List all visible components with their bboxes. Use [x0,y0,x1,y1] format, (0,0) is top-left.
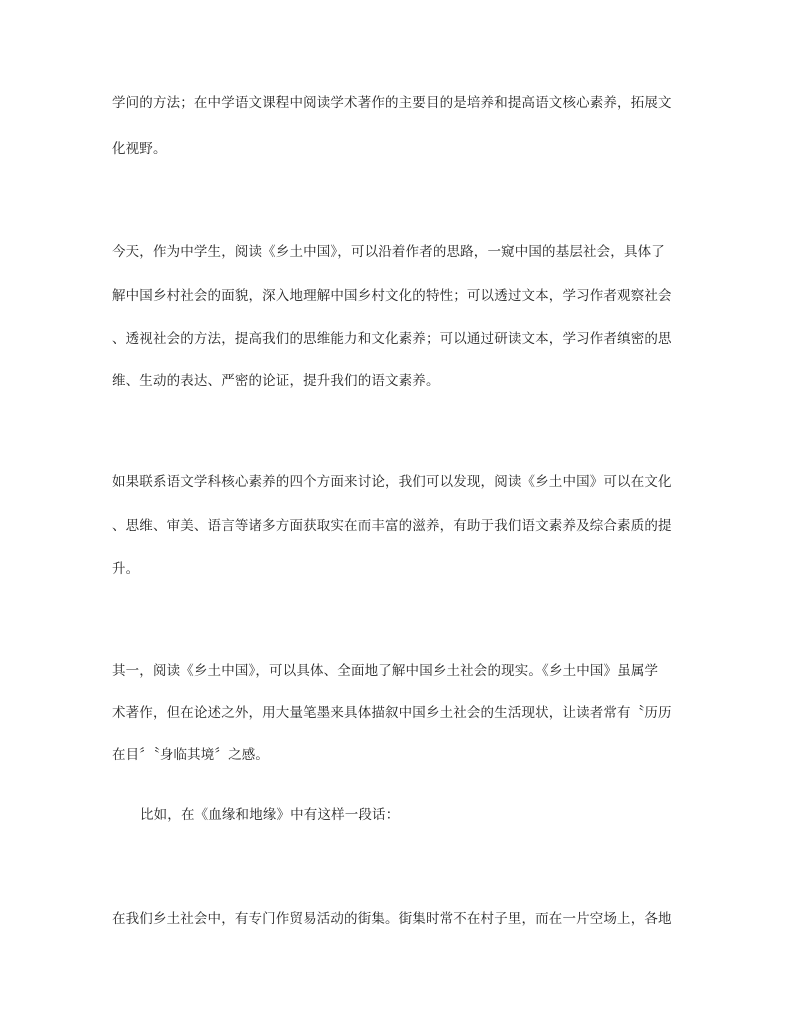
text-line: 化视野。 [112,141,167,157]
text-line: 今天，作为中学生，阅读《乡土中国》，可以沿着作者的思路，一窥中国的基层社会，具体了 [112,244,665,260]
text-line: 、思维、审美、语言等诸多方面获取实在而丰富的滋养，有助于我们语文素养及综合素质的提 [112,518,672,534]
text-line: 维、生动的表达、严密的论证，提升我们的语文素养。 [112,373,440,389]
text-line: 术著作，但在论述之外，用大量笔墨来具体描叙中国乡土社会的生活现状，让读者常有〝历历 [112,705,672,721]
text-line: 、透视社会的方法，提高我们的思维能力和文化素养；可以通过研读文本，学习作者缜密的思 [112,331,672,347]
text-line: 学问的方法；在中学语文课程中阅读学术著作的主要目的是培养和提高语文核心素养，拓展文 [112,95,672,111]
text-line: 升。 [112,561,140,577]
text-line: 在我们乡土社会中，有专门作贸易活动的街集。街集时常不在村子里，而在一片空场上，各地 [112,911,672,927]
text-line: 比如，在《血缘和地缘》中有这样一段话： [140,807,400,823]
text-line: 如果联系语文学科核心素养的四个方面来讨论，我们可以发现，阅读《乡土中国》可以在文化 [112,474,672,490]
text-line: 其一，阅读《乡土中国》，可以具体、全面地了解中国乡土社会的现实。《乡土中国》虽属学 [112,663,659,679]
text-line: 解中国乡村社会的面貌，深入地理解中国乡村文化的特性；可以透过文本，学习作者观察社会 [112,288,672,304]
text-line: 在目〞〝身临其境〞之感。 [112,747,270,763]
